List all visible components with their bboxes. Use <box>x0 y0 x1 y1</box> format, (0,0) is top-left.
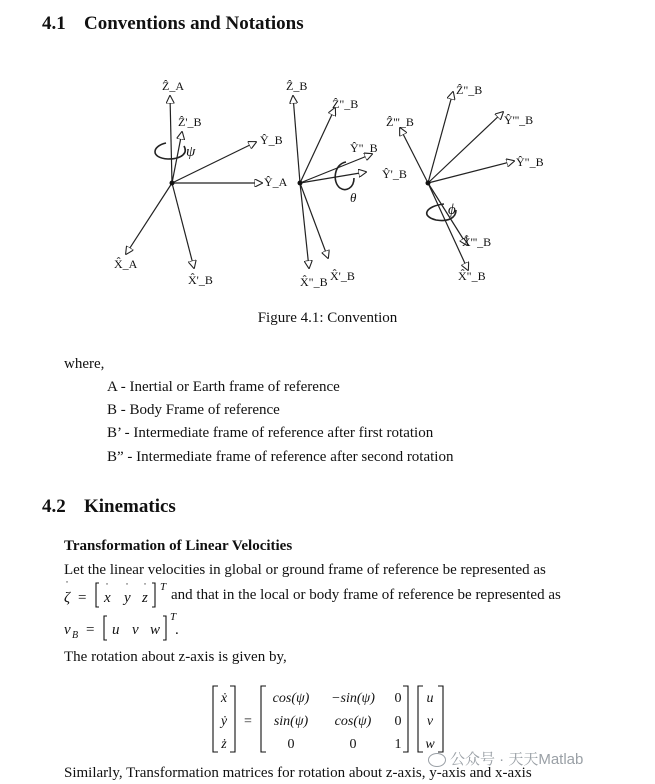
label-xa: X̂_A <box>114 257 138 271</box>
svg-text:B: B <box>72 630 79 641</box>
svg-text:˙: ˙ <box>125 580 129 594</box>
axis-yb2c <box>428 161 514 183</box>
svg-text:˙: ˙ <box>143 580 147 594</box>
axis-yb3 <box>428 112 503 183</box>
subheading: Transformation of Linear Velocities <box>64 538 293 554</box>
svg-text:T: T <box>160 581 167 593</box>
axis-yb2 <box>300 154 372 183</box>
label-psi: ψ <box>186 144 196 160</box>
figure-convention <box>110 70 544 295</box>
rot-0-2: 0 <box>394 691 402 706</box>
axis-zb <box>293 96 300 183</box>
label-zb: Ẑ_B <box>286 79 308 93</box>
section-heading-4-2 <box>42 496 176 518</box>
definition-b2: B” - Intermediate frame of reference after second rotation <box>107 449 454 465</box>
label-yb: Ŷ_B <box>260 133 283 147</box>
svg-text:w: w <box>150 622 161 638</box>
svg-text:.: . <box>175 622 179 638</box>
rhs-1: v <box>426 714 434 729</box>
label-phi: ϕ <box>448 202 456 218</box>
section-number: 4.1 <box>42 13 66 34</box>
paragraph-line-1: Let the linear velocities in global or ground frame of reference be represented as <box>64 562 546 578</box>
axis-zb2c <box>428 92 453 183</box>
svg-text:y: y <box>124 590 131 606</box>
svg-text:=: = <box>244 714 252 729</box>
section-heading-4-1 <box>42 13 304 35</box>
equation-vb <box>62 608 192 642</box>
svg-text:v: v <box>132 622 139 638</box>
section-title: Kinematics <box>84 496 176 517</box>
label-za: Ẑ_A <box>162 79 184 93</box>
axis-xb2c <box>428 183 468 270</box>
origin-point-2 <box>298 181 303 186</box>
label-theta: θ <box>350 190 357 205</box>
origin-point-1 <box>170 181 175 186</box>
axis-xb1 <box>172 183 194 268</box>
label-ya: Ŷ_A <box>264 175 288 189</box>
label-yb2: Ŷ"_B <box>350 141 378 155</box>
label-yb2c: Ŷ"_B <box>516 155 544 169</box>
rot-0-0: cos(ψ) <box>272 691 310 706</box>
label-zb2: Ẑ"_B <box>332 97 359 111</box>
axis-yb1 <box>300 172 366 183</box>
label-xb2c: X̂"_B <box>458 269 486 283</box>
svg-text:=: = <box>78 590 87 606</box>
label-yb3: Ŷ'''_B <box>504 113 534 127</box>
watermark-text: 公众号 · 天天Matlab <box>450 751 584 768</box>
label-zb2c: Ẑ"_B <box>456 83 483 97</box>
rot-2-1: 0 <box>349 737 357 752</box>
label-zb3: Ẑ'''_B <box>386 115 414 129</box>
figure-caption: Figure 4.1: Convention <box>257 310 398 326</box>
rot-2-2: 1 <box>394 737 402 752</box>
lhs-0: ẋ <box>220 691 228 706</box>
label-zb1: Ẑ'_B <box>178 115 202 129</box>
svg-text:u: u <box>112 622 120 638</box>
rhs-2: w <box>425 737 435 752</box>
rot-2-0: 0 <box>287 737 295 752</box>
svg-text:ζ: ζ <box>64 590 71 606</box>
label-yb1: Ŷ'_B <box>382 167 407 181</box>
paragraph-line-2: and that in the local or body frame of reference be represented as <box>171 587 561 603</box>
paragraph-rotation-z: The rotation about z-axis is given by, <box>64 649 287 665</box>
where-label: where, <box>64 356 105 372</box>
label-xb3: X̂'''_B <box>462 235 492 249</box>
origin-point-3 <box>426 181 431 186</box>
svg-text:z: z <box>142 590 148 606</box>
lhs-1: ẏ <box>220 714 228 729</box>
svg-text:v: v <box>64 622 71 638</box>
svg-text:˙: ˙ <box>105 580 109 594</box>
svg-text:x: x <box>104 590 111 606</box>
definition-b: B - Body Frame of reference <box>107 402 280 418</box>
rhs-0: u <box>426 691 434 706</box>
label-xb1: X̂'_B <box>188 273 213 287</box>
svg-text:T: T <box>170 611 177 623</box>
paragraph-last-line: Similarly, Transformation matrices for rotation about z-axis, y-axis and x-axis <box>64 765 532 781</box>
definition-b1: B’ - Intermediate frame of reference after first rotation <box>107 425 434 441</box>
label-xb1b: X̂'_B <box>330 269 355 283</box>
equation-zeta <box>62 578 174 608</box>
rot-1-2: 0 <box>394 714 402 729</box>
axis-xa <box>126 183 172 254</box>
definition-a: A - Inertial or Earth frame of reference <box>107 379 340 395</box>
section-number: 4.2 <box>42 496 66 517</box>
svg-text:˙: ˙ <box>65 578 69 592</box>
rot-0-1: −sin(ψ) <box>331 691 375 706</box>
axis-zb2 <box>300 108 335 183</box>
rot-1-1: cos(ψ) <box>334 714 372 729</box>
matrix-equation <box>205 683 450 755</box>
rotation-arrow-psi <box>155 143 185 159</box>
label-xb2: X̂"_B <box>300 275 328 289</box>
axis-za <box>170 96 172 183</box>
svg-text:=: = <box>86 622 95 638</box>
section-title: Conventions and Notations <box>84 13 304 34</box>
rot-1-0: sin(ψ) <box>273 714 309 729</box>
lhs-2: ż <box>221 737 227 752</box>
